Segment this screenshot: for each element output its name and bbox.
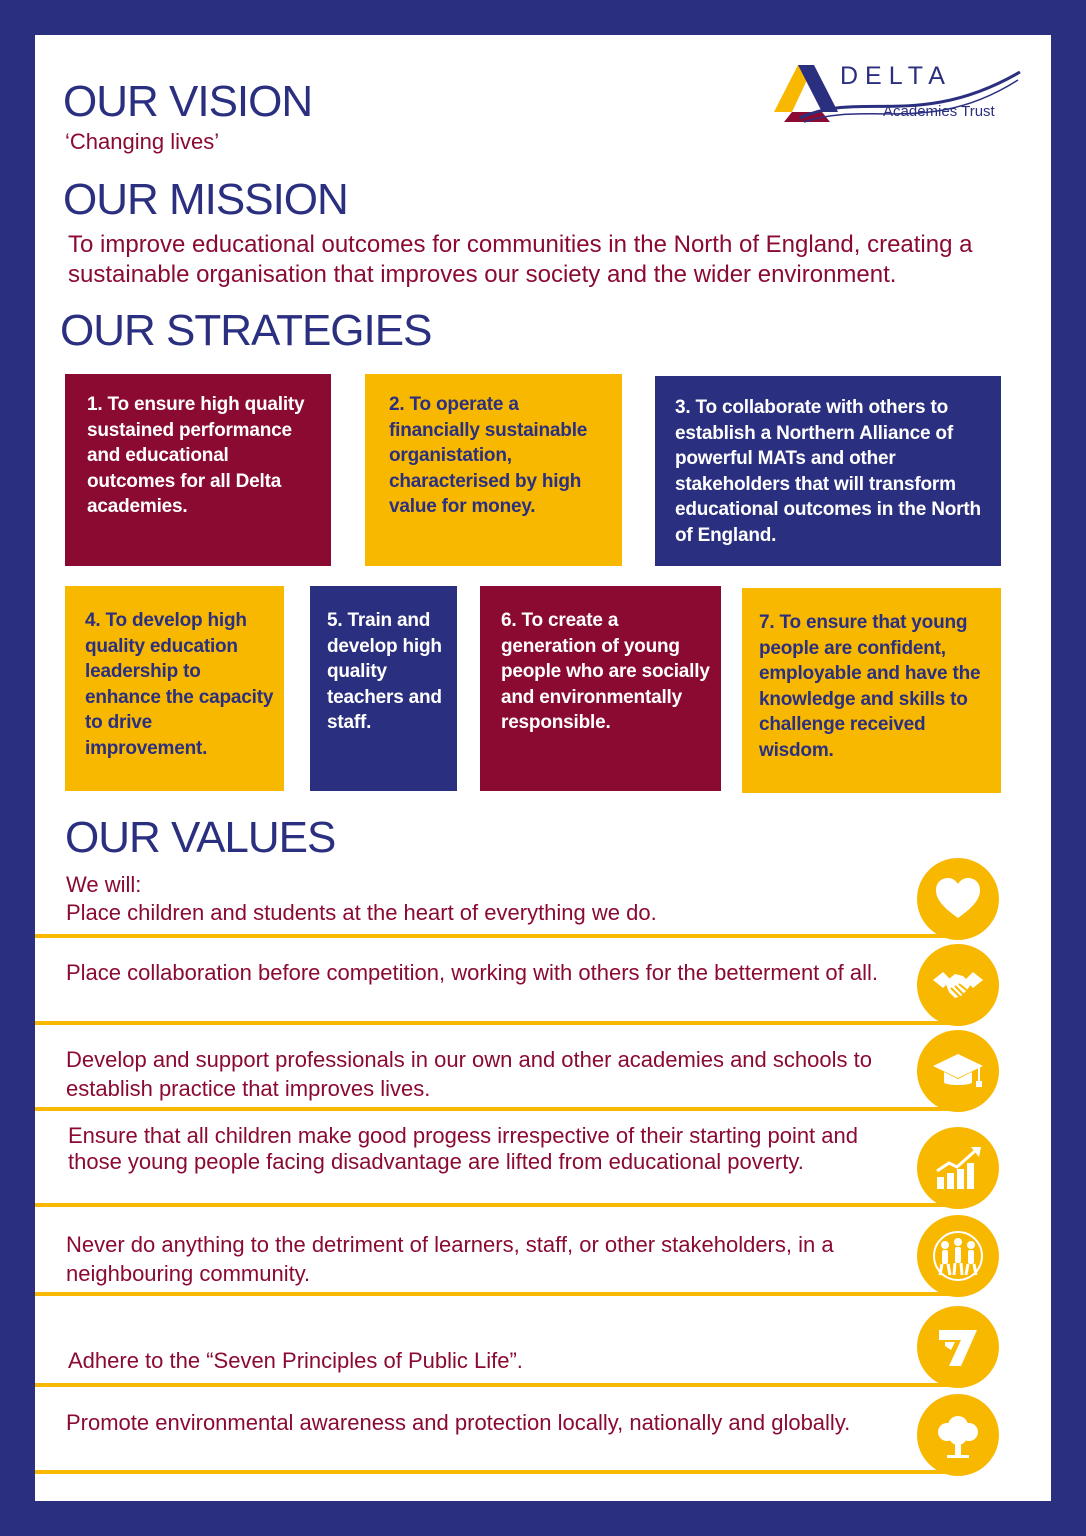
strategy-box-3: 3. To collaborate with others to establish a Northern Alliance of powerful MATs and other stakeholders that will transform educational outcomes in the North of England. [655, 376, 1001, 566]
value-divider [35, 1292, 955, 1296]
value-divider [35, 934, 955, 938]
strategy-box-2: 2. To operate a financially sustainable organistation, characterised by high value for money. [365, 374, 622, 566]
heart-icon [917, 858, 999, 940]
handshake-icon [917, 944, 999, 1026]
value-item-5: Never do anything to the detriment of learners, staff, or other stakeholders, in a neighbouring community. [66, 1232, 834, 1286]
value-divider [35, 1203, 955, 1207]
logo-name: DELTA [840, 62, 952, 90]
seven-icon [917, 1306, 999, 1388]
value-item-6: Adhere to the “Seven Principles of Public Life”. [68, 1348, 523, 1373]
strategy-box-7: 7. To ensure that young people are confident, employable and have the knowledge and skills to challenge received wisdom. [742, 588, 1001, 793]
strategies-heading: OUR STRATEGIES [60, 306, 432, 355]
tree-icon [917, 1394, 999, 1476]
value-divider [35, 1021, 955, 1025]
strategy-box-1: 1. To ensure high quality sustained performance and educational outcomes for all Delta academies. [65, 374, 331, 566]
mission-heading: OUR MISSION [63, 175, 348, 224]
value-item-1: Place children and students at the heart of everything we do. [66, 900, 657, 925]
poster-page [35, 35, 1051, 1501]
community-people-icon [917, 1215, 999, 1297]
strategy-box-4: 4. To develop high quality education leadership to enhance the capacity to drive improvement. [65, 586, 284, 791]
value-item-3: Develop and support professionals in our own and other academies and schools to establish practice that improves lives. [66, 1047, 872, 1101]
values-intro: We will: [66, 872, 142, 897]
value-item-7: Promote environmental awareness and protection locally, nationally and globally. [66, 1410, 851, 1435]
growth-chart-icon [917, 1127, 999, 1209]
strategy-box-6: 6. To create a generation of young people who are socially and environmentally responsible. [480, 586, 721, 791]
logo-subtitle: Academies Trust [883, 103, 995, 120]
value-divider [35, 1383, 955, 1387]
graduation-cap-icon [917, 1030, 999, 1112]
vision-heading: OUR VISION [63, 77, 313, 126]
value-item-2: Place collaboration before competition, working with others for the betterment of all. [66, 960, 878, 985]
vision-text: ‘Changing lives’ [65, 129, 220, 154]
mission-text: To improve educational outcomes for communities in the North of England, creating a sustainable organisation that improves our society and the wider environment. [68, 231, 973, 288]
strategy-box-5: 5. Train and develop high quality teachers and staff. [310, 586, 457, 791]
values-heading: OUR VALUES [65, 813, 336, 862]
value-divider [35, 1470, 955, 1474]
delta-logo [770, 60, 1030, 130]
value-item-4: Ensure that all children make good progess irrespective of their starting point and those young people facing disadvantage are lifted from educational poverty. [68, 1123, 858, 1174]
value-divider [35, 1107, 955, 1111]
